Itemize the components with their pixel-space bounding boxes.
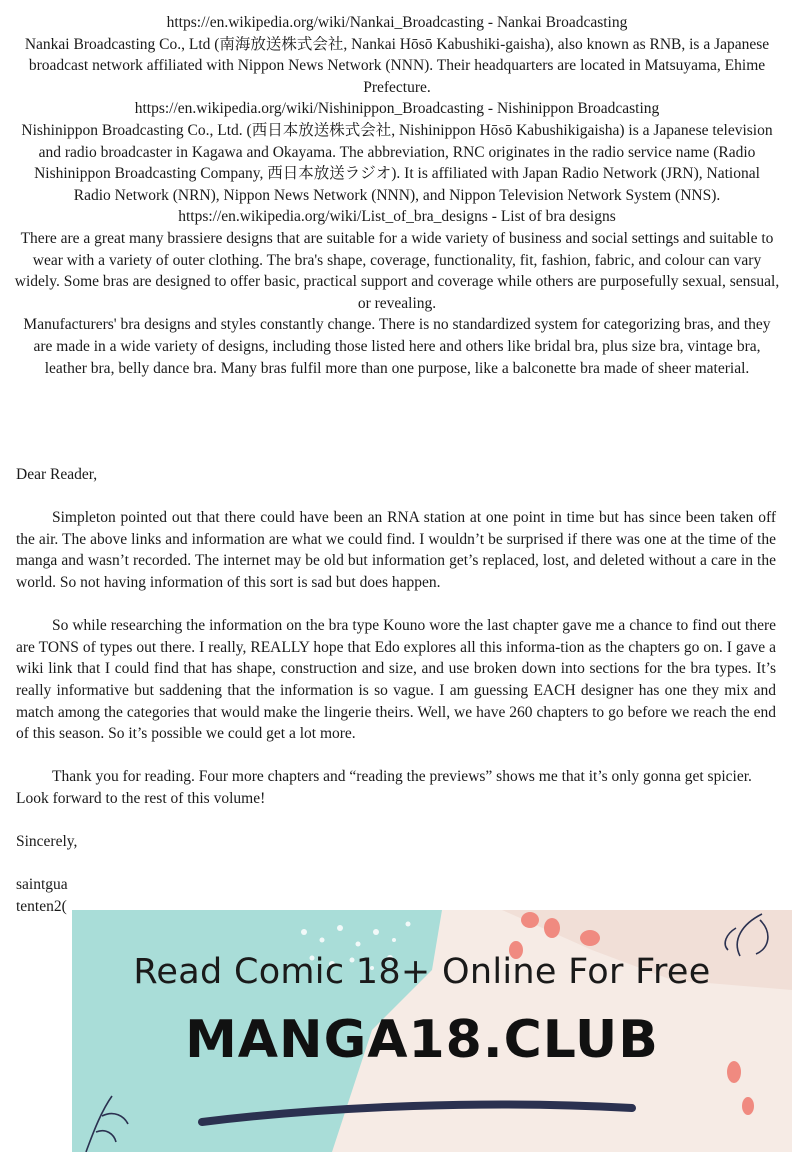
banner-site-name[interactable]: MANGA18.CLUB: [185, 1010, 659, 1070]
reference-text: Manufacturers' bra designs and styles constantly change. There is no standardized system for categorizing bras, and they are made in a wide variety of designs, including those listed here and others like bridal bra, plus size bra, vintage bra, leather bra, belly dance bra. Many bras fulfil more than one purpose, like a balconette bra made of sheer material.: [23, 316, 771, 377]
references-block: [14, 12, 780, 379]
reference-link[interactable]: https://en.wikipedia.org/wiki/List_of_bra_designs - List of bra designs: [178, 208, 616, 226]
letter-signature: saintgua: [16, 876, 68, 894]
letter-greeting: Dear Reader,: [16, 466, 98, 483]
banner-tagline[interactable]: Read Comic 18+ Online For Free: [133, 952, 711, 992]
promo-banner[interactable]: [72, 910, 792, 1152]
letter: [16, 464, 776, 917]
reference-text: Nankai Broadcasting Co., Ltd (南海放送株式会社, Nankai Hōsō Kabushiki-gaisha), also known as RNB, is a Japanese broadcast network affiliated with Nippon News Network (NNN). Their headquarters are located in Matsuyama, Ehime Prefecture.: [24, 35, 770, 96]
letter-signature: tenten2(: [16, 897, 67, 915]
reference-text: Nishinippon Broadcasting Co., Ltd. (西日本放送株式会社, Nishinippon Hōsō Kabushikigaisha) is a Japanese television and radio broadcaster in Kagawa and Okayama. The abbreviation, RNC originates in the radio service name (Radio Nishinippon Broadcasting Company, 西日本放送ラジオ). It is affiliated with Japan Radio Network (JRN), National Radio Network (NRN), Nippon News Network (NNN), and Nippon Television Network System (NNS).: [21, 121, 773, 204]
reference-text: There are a great many brassiere designs that are suitable for a wide variety of business and social settings and suitable to wear with a variety of outer clothing. The bra's shape, coverage, functionality, fit, fashion, fabric, and colour can vary widely. Some bras are designed to offer basic, practical support and coverage while others are purposefully sexual, sensual, or revealing.: [14, 229, 780, 312]
reference-link[interactable]: https://en.wikipedia.org/wiki/Nankai_Broadcasting - Nankai Broadcasting: [166, 14, 628, 31]
letter-paragraph: So while researching the information on the bra type Kouno wore the last chapter gave me a chance to find out there are TONS of types out there. I really, REALLY hope that Edo explores all this informa-tion as the chapters go on. I gave a wiki link that I could find that has shape, construction and size, and use broken down into sections for the bra types. It’s really informative but saddening that the information is so vague. I am guessing EACH designer has one they mix and match among the categories that would make the lingerie theirs. Well, we have 260 chapters to go before we reach the end of this season. So it’s possible we could get a lot more.: [16, 617, 776, 743]
letter-closing: Sincerely,: [16, 833, 78, 851]
letter-paragraph: Thank you for reading. Four more chapters and “reading the previews” shows me that it’s only gonna get spicier. Look forward to the rest of this volume!: [16, 768, 752, 807]
reference-link[interactable]: https://en.wikipedia.org/wiki/Nishinippon_Broadcasting - Nishinippon Broadcasting: [134, 100, 660, 118]
letter-paragraph: Simpleton pointed out that there could have been an RNA station at one point in time but has since been taken off the air. The above links and information are what we could find. I wouldn’t be surprised if there was one at the time of the manga and wasn’t recorded. The internet may be old but information get’s replaced, lost, and deleted without a care in the world. So not having information of this sort is sad but does happen.: [16, 509, 776, 591]
